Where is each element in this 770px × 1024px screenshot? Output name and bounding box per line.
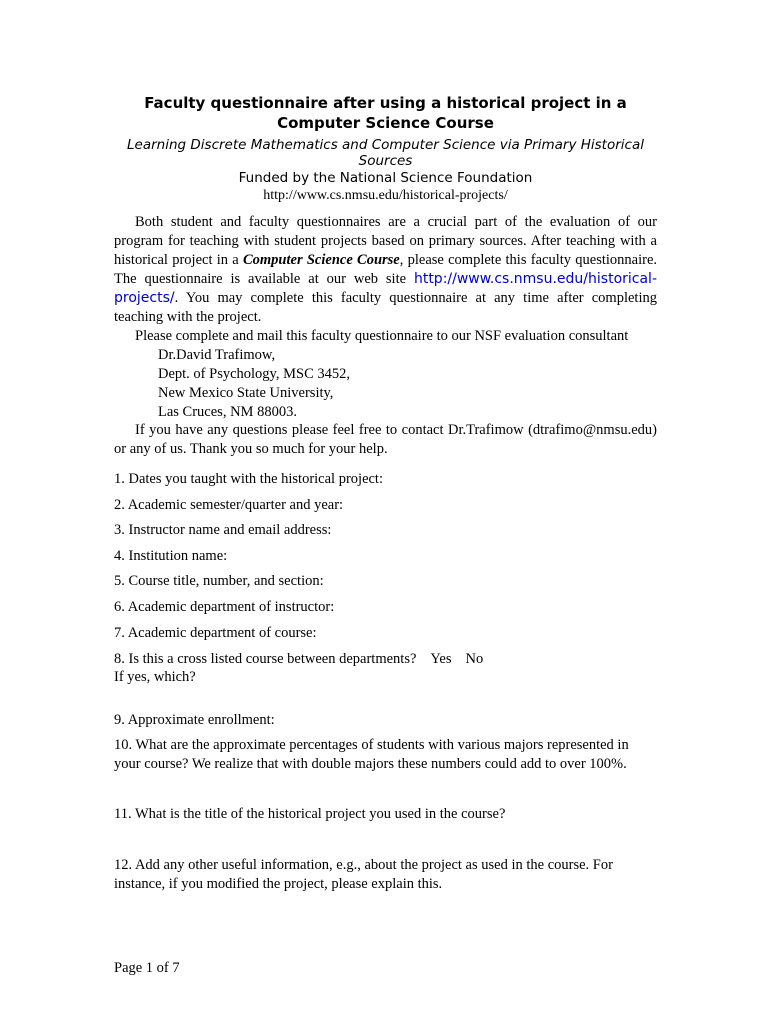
- question-11: 11. What is the title of the historical project you used in the course?: [114, 806, 506, 822]
- question-6: 6. Academic department of instructor:: [114, 599, 335, 615]
- question-8-no: No: [465, 651, 484, 667]
- intro-text-b: , please complete this faculty questionnaire. The questionnaire is available at our web site: [114, 252, 658, 287]
- question-12: 12. Add any other useful information, e.g., about the project as used in the course. For instance, if you modified the project, please explain this.: [114, 857, 613, 892]
- intro-text-a: Both student and faculty questionnaires are a crucial part of the evaluation of our program for teaching with student projects based on primary sources. After teaching with a historical project in a: [114, 214, 657, 268]
- document-title: Faculty questionnaire after using a historical project in a Computer Science Course: [144, 94, 627, 132]
- intro-paragraph: [114, 213, 657, 327]
- question-8: [114, 650, 657, 669]
- funding-line: Funded by the National Science Foundation: [238, 170, 533, 186]
- question-1: 1. Dates you taught with the historical project:: [114, 471, 383, 487]
- question-2: 2. Academic semester/quarter and year:: [114, 497, 344, 513]
- mail-instruction: Please complete and mail this faculty questionnaire to our NSF evaluation consultant: [135, 328, 629, 344]
- question-4: 4. Institution name:: [114, 548, 228, 564]
- address-line-university: New Mexico State University,: [158, 385, 334, 401]
- question-10: 10. What are the approximate percentages of students with various majors represented in your course? We realize that with double majors these numbers could add to over 100%.: [114, 737, 629, 772]
- contact-paragraph: If you have any questions please feel free to contact Dr.Trafimow (dtrafimo@nmsu.edu) or any of us. Thank you so much for your help.: [114, 422, 657, 457]
- question-8-followup: If yes, which?: [114, 669, 196, 685]
- question-3: 3. Instructor name and email address:: [114, 522, 332, 538]
- question-5: 5. Course title, number, and section:: [114, 573, 324, 589]
- address-line-name: Dr.David Trafimow,: [158, 347, 276, 363]
- question-7: 7. Academic department of course:: [114, 625, 317, 641]
- question-8-yes: Yes: [430, 651, 452, 667]
- intro-course-emphasis: Computer Science Course: [242, 252, 400, 268]
- page-number: Page 1 of 7: [114, 960, 180, 976]
- header-url: http://www.cs.nmsu.edu/historical-projects/: [263, 188, 508, 203]
- question-9: 9. Approximate enrollment:: [114, 712, 275, 728]
- intro-text-c: . You may complete this faculty questionnaire at any time after completing teaching with the project.: [114, 290, 657, 325]
- address-line-city: Las Cruces, NM 88003.: [158, 404, 297, 420]
- address-line-dept: Dept. of Psychology, MSC 3452,: [158, 366, 350, 382]
- question-8-text: 8. Is this a cross listed course between departments?: [114, 651, 417, 667]
- document-subtitle: Learning Discrete Mathematics and Computer Science via Primary Historical Sources: [127, 137, 644, 169]
- website-link[interactable]: http://www.cs.nmsu.edu/historical-projects/: [114, 271, 657, 306]
